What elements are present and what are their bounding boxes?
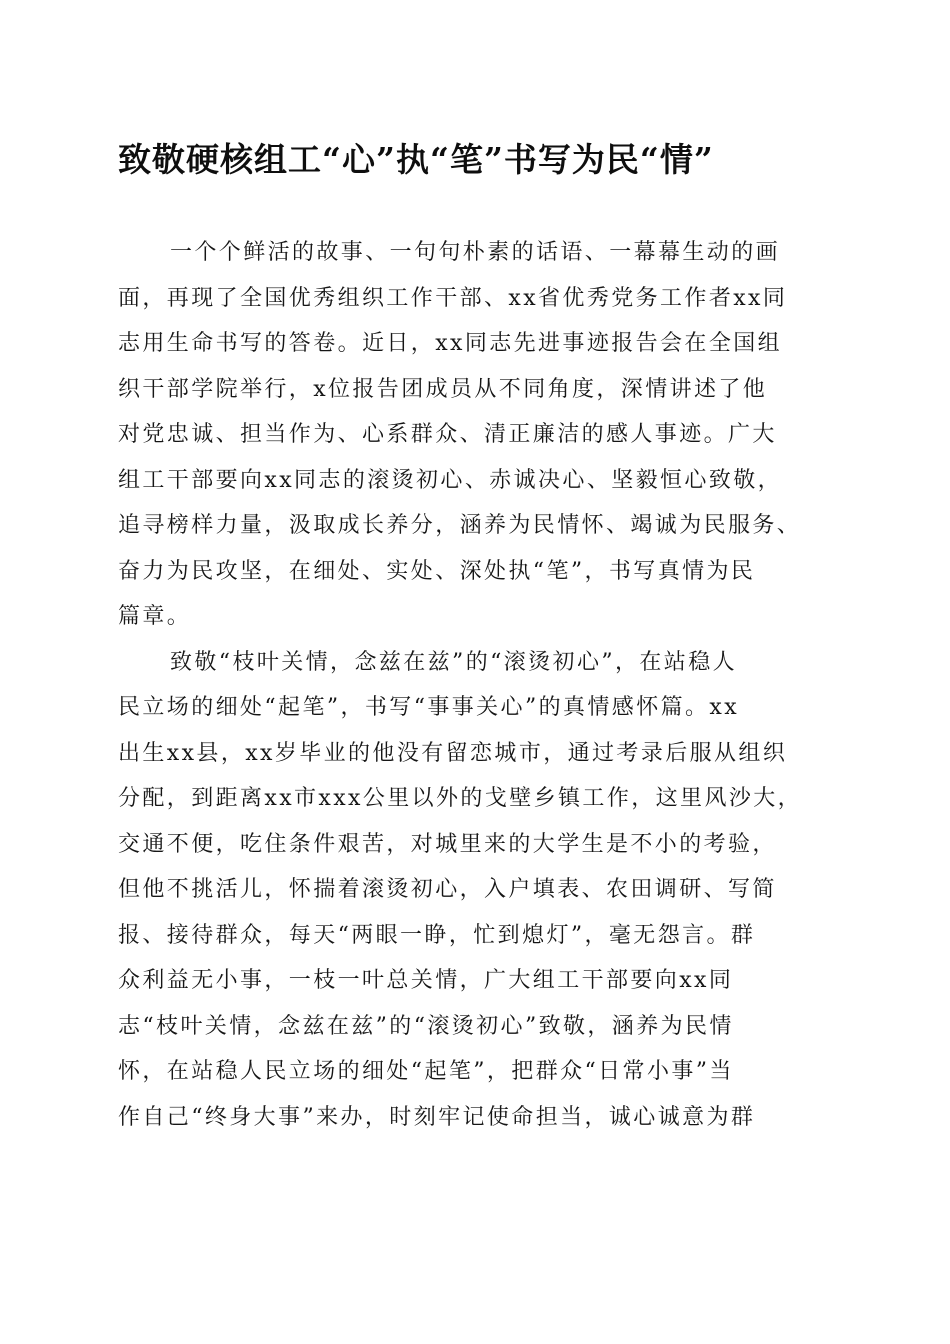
document-title: 致敬硬核组工“心”执“笔”书写为民“情” <box>118 140 714 179</box>
text-line: 面，再现了全国优秀组织工作干部、xx省优秀党务工作者xx同 <box>118 285 788 311</box>
text-line: 致敬“枝叶关情，念兹在兹”的“滚烫初心”，在站稳人 <box>170 649 737 675</box>
paragraph-1 <box>118 230 830 640</box>
text-line: 民立场的细处“起笔”，书写“事事关心”的真情感怀篇。xx <box>118 695 740 720</box>
text-line: 但他不挑活儿，怀揣着滚烫初心，入户填表、农田调研、写简 <box>118 877 777 902</box>
text-line: 怀，在站稳人民立场的细处“起笔”，把群众“日常小事”当 <box>118 1059 734 1084</box>
text-line: 织干部学院举行，x位报告团成员从不同角度，深情讲述了他 <box>118 376 768 402</box>
text-line: 组工干部要向xx同志的滚烫初心、赤诚决心、坚毅恒心致敬， <box>118 467 783 493</box>
text-line: 志用生命书写的答卷。近日，xx同志先进事迹报告会在全国组 <box>118 331 783 356</box>
text-line: 分配，到距离xx市xxx公里以外的戈壁乡镇工作，这里风沙大， <box>118 786 803 811</box>
text-line: 一个个鲜活的故事、一句句朴素的话语、一幕幕生动的画 <box>170 240 781 265</box>
text-line: 对党忠诚、担当作为、心系群众、清正廉洁的感人事迹。广大 <box>118 422 777 447</box>
text-line: 追寻榜样力量，汲取成长养分，涵养为民情怀、竭诚为民服务、 <box>118 513 802 538</box>
text-line: 交通不便，吃住条件艰苦，对城里来的大学生是不小的考验， <box>118 831 777 857</box>
text-line: 众利益无小事，一枝一叶总关情，广大组工干部要向xx同 <box>118 968 734 993</box>
text-line: 作自己“终身大事”来办，时刻牢记使命担当，诚心诚意为群 <box>118 1104 756 1130</box>
text-line: 报、接待群众，每天“两眼一睁，忙到熄灯”，毫无怨言。群 <box>118 922 756 948</box>
text-line: 志“枝叶关情，念兹在兹”的“滚烫初心”致敬，涵养为民情 <box>118 1013 734 1039</box>
text-line: 出生xx县，xx岁毕业的他没有留恋城市，通过考录后服从组织 <box>118 740 788 766</box>
text-line: 奋力为民攻坚，在细处、实处、深处执“笔”，书写真情为民 <box>118 558 756 584</box>
document-body <box>118 230 830 1140</box>
text-line: 篇章。 <box>118 604 192 629</box>
paragraph-2 <box>118 640 830 1141</box>
